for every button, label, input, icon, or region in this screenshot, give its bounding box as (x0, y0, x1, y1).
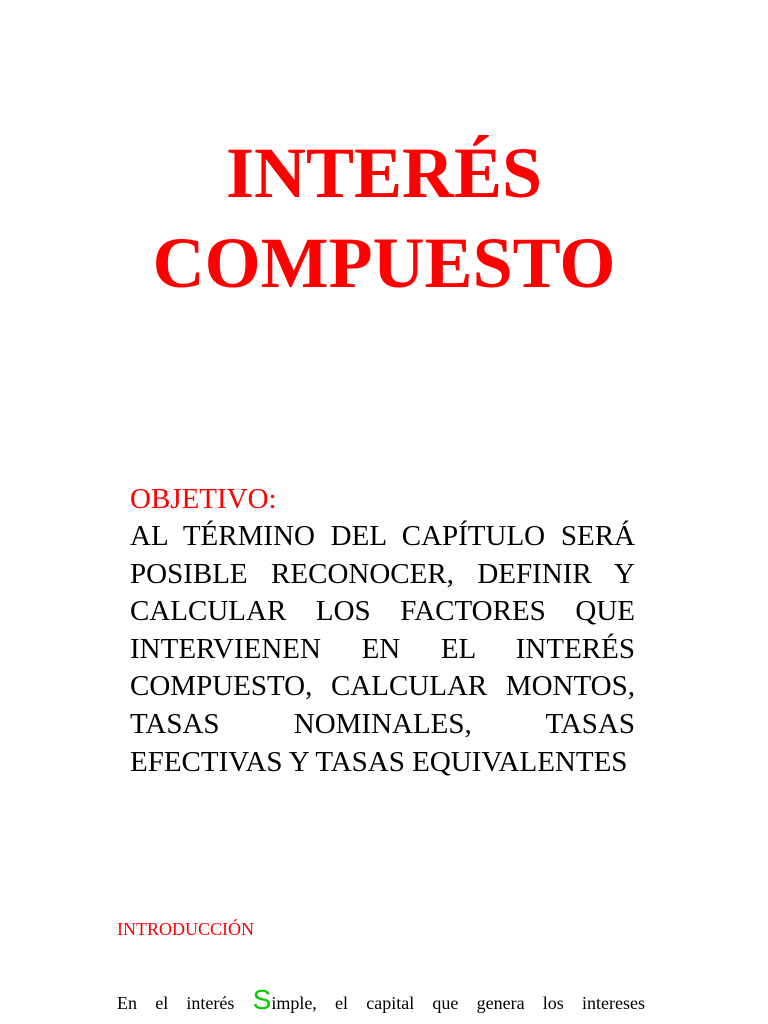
objective-label: OBJETIVO: (130, 483, 277, 515)
objective-section (130, 481, 635, 781)
intro-text-before: En el interés (117, 993, 235, 1013)
title-line-1: INTERÉS (225, 133, 543, 213)
intro-highlight-letter: S (252, 984, 272, 1015)
intro-text-after: imple, el capital que genera los intereses (271, 993, 645, 1013)
objective-text: AL TÉRMINO DEL CAPÍTULO SERÁ POSIBLE RECONOCER, DEFINIR Y CALCULAR LOS FACTORES QUE INTERVIENEN EN EL INTERÉS COMPUESTO, CALCULAR MONTOS, TASAS NOMINALES, TASAS EFECTIVAS Y TASAS EQUIVALENTES (130, 520, 635, 778)
introduction-heading: INTRODUCCIÓN (117, 919, 254, 939)
document-title (0, 128, 768, 308)
introduction-paragraph (117, 984, 645, 1019)
title-line-2: COMPUESTO (152, 223, 616, 303)
